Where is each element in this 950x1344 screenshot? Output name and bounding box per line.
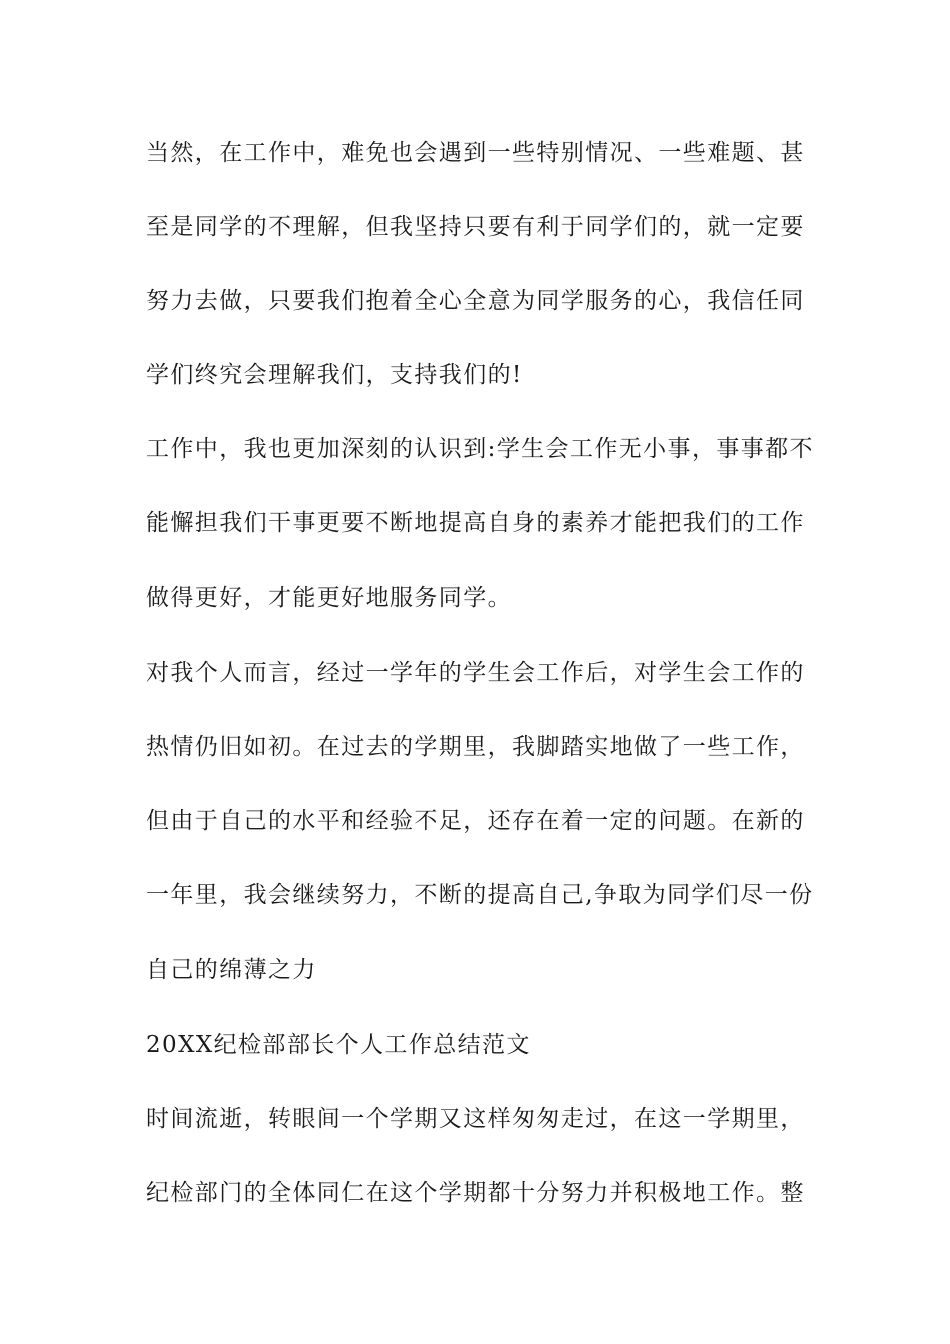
text-line: 时间流逝，转眼间一个学期又这样匆匆走过，在这一学期里， (146, 1106, 805, 1132)
text-line: 纪检部门的全体同仁在这个学期都十分努力并积极地工作。整 (146, 1180, 805, 1206)
text-line: 做得更好，才能更好地服务同学。 (146, 585, 512, 611)
text-line: 一年里，我会继续努力，不断的提高自己,争取为同学们尽一份 (146, 882, 814, 908)
text-line: 至是同学的不理解，但我坚持只要有利于同学们的，就一定要 (146, 214, 805, 240)
text-line: 学们终究会理解我们，支持我们的! (146, 362, 523, 388)
section-heading: 20XX纪检部部长个人工作总结范文 (146, 1032, 531, 1058)
text-line: 热情仍旧如初。在过去的学期里，我脚踏实地做了一些工作， (146, 734, 805, 760)
text-line: 努力去做，只要我们抱着全心全意为同学服务的心，我信任同 (146, 288, 805, 314)
text-line: 但由于自己的水平和经验不足，还存在着一定的问题。在新的 (146, 808, 805, 834)
text-line: 当然，在工作中，难免也会遇到一些特别情况、一些难题、甚 (146, 140, 805, 166)
text-line: 工作中，我也更加深刻的认识到:学生会工作无小事，事事都不 (146, 436, 814, 462)
text-line: 能懈担我们干事更要不断地提高自身的素养才能把我们的工作 (146, 510, 805, 536)
text-line: 对我个人而言，经过一学年的学生会工作后，对学生会工作的 (146, 660, 805, 686)
text-line: 自己的绵薄之力 (146, 957, 317, 983)
